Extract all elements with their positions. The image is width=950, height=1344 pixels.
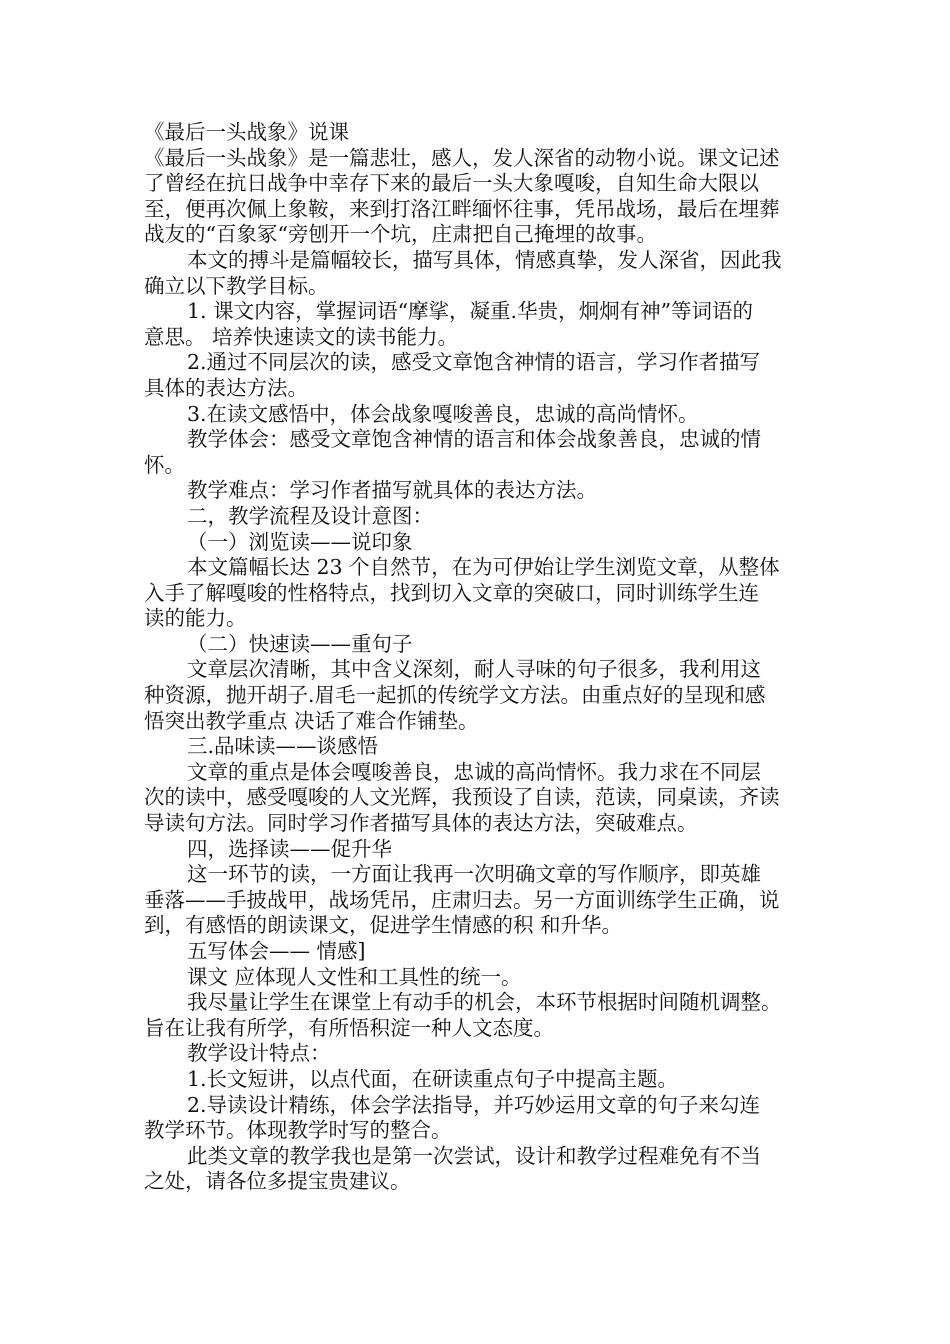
text-line: 次的读中，感受嘎唆的人文光辉，我预设了自读，范读，同桌读，齐读 — [144, 785, 780, 810]
text-line: 二，教学流程及设计意图： — [187, 503, 433, 528]
document-title: 《最后一头战象》说课 — [144, 120, 349, 144]
text-line: 导读句方法。同时学习作者描写具体的表达方法，突破难点。 — [144, 811, 698, 836]
text-line: 2.通过不同层次的读，感受文章饱含神情的语言，学习作者描写 — [187, 350, 761, 375]
text-line: 教学体会：感受文章饱含神情的语言和体会战象善良，忠诚的情 — [187, 427, 761, 452]
text-line: 五写体会—— 情感] — [187, 939, 366, 963]
text-line: 《最后一头战象》是一篇悲壮，感人，发人深省的动物小说。课文记述 — [144, 145, 780, 170]
text-line: 1. 课文内容，掌握词语“摩挲，凝重.华贵，炯炯有神”等词语的 — [187, 299, 754, 324]
text-line: 2.导读设计精练，体会学法指导，并巧妙运用文章的句子来勾连 — [187, 1092, 761, 1117]
text-line: 之处，请各位多提宝贵建议。 — [144, 1169, 411, 1194]
text-line: 本文的搏斗是篇幅较长，描写具体，情感真挚，发人深省，因此我 — [187, 247, 782, 272]
text-line: 四，选择读——促升华 — [187, 836, 392, 861]
text-line: 这一环节的读，一方面让我再一次明确文章的写作顺序，即英雄 — [187, 862, 761, 887]
text-line: 至，便再次佩上象鞍，来到打洛江畔缅怀往事，凭吊战场，最后在埋葬 — [144, 196, 780, 221]
text-line: 读的能力。 — [144, 606, 247, 631]
text-line: 此类文章的教学我也是第一次尝试，设计和教学过程难免有不当 — [187, 1143, 761, 1168]
text-line: 1.长文短讲，以点代面，在研读重点句子中提高主题。 — [187, 1066, 679, 1091]
text-line: 我尽量让学生在课堂上有动手的机会，本环节根据时间随机调整。 — [187, 990, 782, 1015]
text-line: 文章层次清晰，其中含义深刻，耐人寻味的句子很多，我利用这 — [187, 657, 761, 682]
text-line: 三.品味读——谈感悟 — [187, 734, 379, 759]
text-line: 具体的表达方法。 — [144, 375, 308, 400]
text-line: （一）浏览读——说印象 — [187, 529, 413, 554]
text-line: 怀。 — [144, 452, 185, 477]
text-line: 到，有感悟的朗读课文，促进学生情感的积 和升华。 — [144, 913, 623, 938]
text-line: 文章的重点是体会嘎唆善良，忠诚的高尚情怀。我力求在不同层 — [187, 759, 761, 784]
document-page — [144, 120, 814, 1195]
document-body — [144, 146, 814, 1195]
text-line: 教学环节。体现教学时写的整合。 — [144, 1118, 452, 1143]
text-line: 入手了解嘎唆的性格特点，找到切入文章的突破口，同时训练学生连 — [144, 580, 759, 605]
text-line: 教学设计特点： — [187, 1041, 331, 1066]
text-line: 本文篇幅长达 23 个自然节，在为可伊始让学生浏览文章，从整体 — [187, 555, 780, 580]
text-line: 悟突出教学重点 决话了难合作铺垫。 — [144, 708, 479, 733]
text-line: 意思。 培养快速读文的读书能力。 — [144, 324, 459, 349]
text-line: 课文 应体现人文性和工具性的统一。 — [187, 964, 522, 989]
text-line: 3.在读文感悟中，体会战象嘎唆善良，忠诚的高尚情怀。 — [187, 401, 699, 426]
text-line: 垂落——手披战甲，战场凭吊，庄肃归去。另一方面训练学生正确，说 — [144, 887, 780, 912]
text-line: 教学难点：学习作者描写就具体的表达方法。 — [187, 478, 597, 503]
text-line: 了曾经在抗日战争中幸存下来的最后一头大象嘎唆，自知生命大限以 — [144, 171, 759, 196]
text-line: 种资源，抛开胡子.眉毛一起抓的传统学文方法。由重点好的呈现和感 — [144, 683, 766, 708]
text-line: （二）快速读——重句子 — [187, 631, 413, 656]
text-line: 战友的“百象冢“旁刨开一个坑，庄肃把自己掩埋的故事。 — [144, 222, 657, 247]
text-line: 确立以下教学目标。 — [144, 273, 329, 298]
text-line: 旨在让我有所学，有所悟积淀一种人文态度。 — [144, 1015, 554, 1040]
